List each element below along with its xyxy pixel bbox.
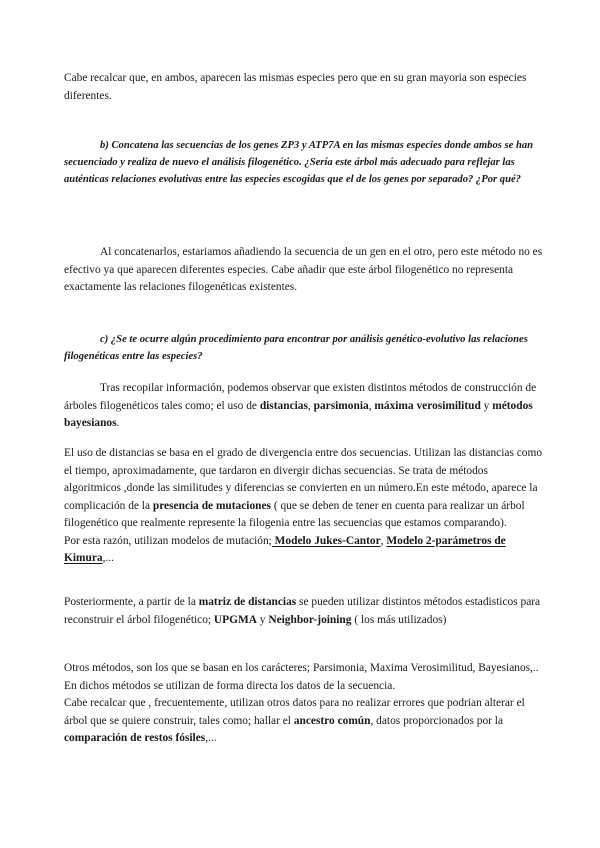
text-span: , datos proporcionados por la: [370, 714, 504, 727]
bold-neighbor-joining: Neighbor-joining: [268, 613, 352, 626]
text-span: ,: [380, 534, 387, 547]
text-span: Otros métodos, son los que se basan en los carácteres; Parsimonia, Maxima Verosimilitud, Bayesianos,..: [64, 662, 539, 674]
text-span: Cabe recalcar que , frecuentemente, utilizan otros datos para no realizar errores que podrian alterar el árbol que se quiere construir, tales como; hallar el: [64, 697, 525, 727]
text-span: Por esta razón, utilizan modelos de mutación;: [64, 534, 272, 547]
underlined-jukes-cantor: Modelo Jukes-Cantor: [271, 534, 381, 547]
paragraph-character-methods: [64, 660, 544, 748]
text-span: Tras recopilar información, podemos observar que existen distintos métodos de construcción de árboles filogenéticos tales como; el uso de: [64, 382, 537, 412]
text-span: ,: [307, 399, 314, 412]
question-b: b) Concatena las secuencias de los genes ZP3 y ATP7A en las mismas especies donde ambos se han secuenciado y realiza de nuevo el análisis filogenético. ¿Sería este árbol más adecuado para reflejar las auténticas relaciones evolutivas entre las especies escogidas que el de los genes por separado? ¿Por qué?: [64, 140, 534, 185]
text-span: ( que se deben de tener en cuenta para realizar un árbol filogenético que realmente represente la filogenia entre las secuencias que estamos comparando).: [64, 499, 525, 529]
text-span: se pueden utilizar distintos métodos estadisticos para reconstruir el árbol filogenético;: [64, 596, 541, 626]
text-span: ,...: [102, 552, 114, 564]
text-span: El uso de distancias se basa en el grado de divergencia entre dos secuencias. Utilizan las distancias como el tiempo, aproximadamente, que tardaron en divergir dichas secuencias. Se trata de métodos algoritmicos ,donde las similitudes y diferencias se convierten en un número.En este método, aparece la complicación de la: [64, 447, 543, 512]
paragraph-distance-matrix: [64, 594, 544, 629]
paragraph-distances: [64, 445, 544, 568]
underlined-kimura: Modelo 2-parámetros de Kimura: [64, 534, 506, 564]
paragraph-concatenation-answer: Al concatenarlos, estariamos añadiendo la secuencia de un gen en el otro, pero este método no es efectivo ya que aparecen diferentes especies. Cabe añadir que este árbol filogenético no representa exactamente las relaciones filogenéticas existentes.: [64, 246, 543, 293]
bold-upgma: UPGMA: [213, 613, 257, 626]
bold-distancias: distancias: [259, 399, 308, 412]
text-span: ,: [368, 399, 375, 412]
paragraph-recap: Cabe recalcar que, en ambos, aparecen las mismas especies pero que en su gran mayoria son especies diferentes.: [64, 72, 527, 102]
question-c: c) ¿Se te ocurre algún procedimiento para encontrar por análisis genético-evolutivo las relaciones filogenéticas entre las especies?: [64, 334, 528, 362]
text-span: Posteriormente, a partir de la: [64, 596, 199, 608]
text-span: En dichos métodos se utilizan de forma directa los datos de la secuencia.: [64, 679, 396, 692]
text-span: y: [256, 613, 269, 626]
bold-parsimonia: parsimonia: [313, 399, 369, 412]
bold-maxima-verosimilitud: máxima verosimilitud: [374, 399, 481, 412]
paragraph-methods-intro: [64, 380, 544, 433]
bold-ancestro-comun: ancestro común: [293, 714, 371, 727]
text-span: .: [116, 417, 120, 429]
bold-matriz-de-distancias: matriz de distancias: [198, 596, 297, 608]
text-span: y: [480, 399, 493, 412]
text-span: ,...: [205, 732, 217, 744]
bold-comparacion-restos-fosiles: comparación de restos fósiles: [64, 732, 206, 744]
text-span: ( los más utilizados): [351, 613, 447, 626]
bold-presencia-de-mutaciones: presencia de mutaciones: [152, 499, 271, 512]
bold-metodos-bayesianos: métodos bayesianos: [64, 399, 533, 429]
